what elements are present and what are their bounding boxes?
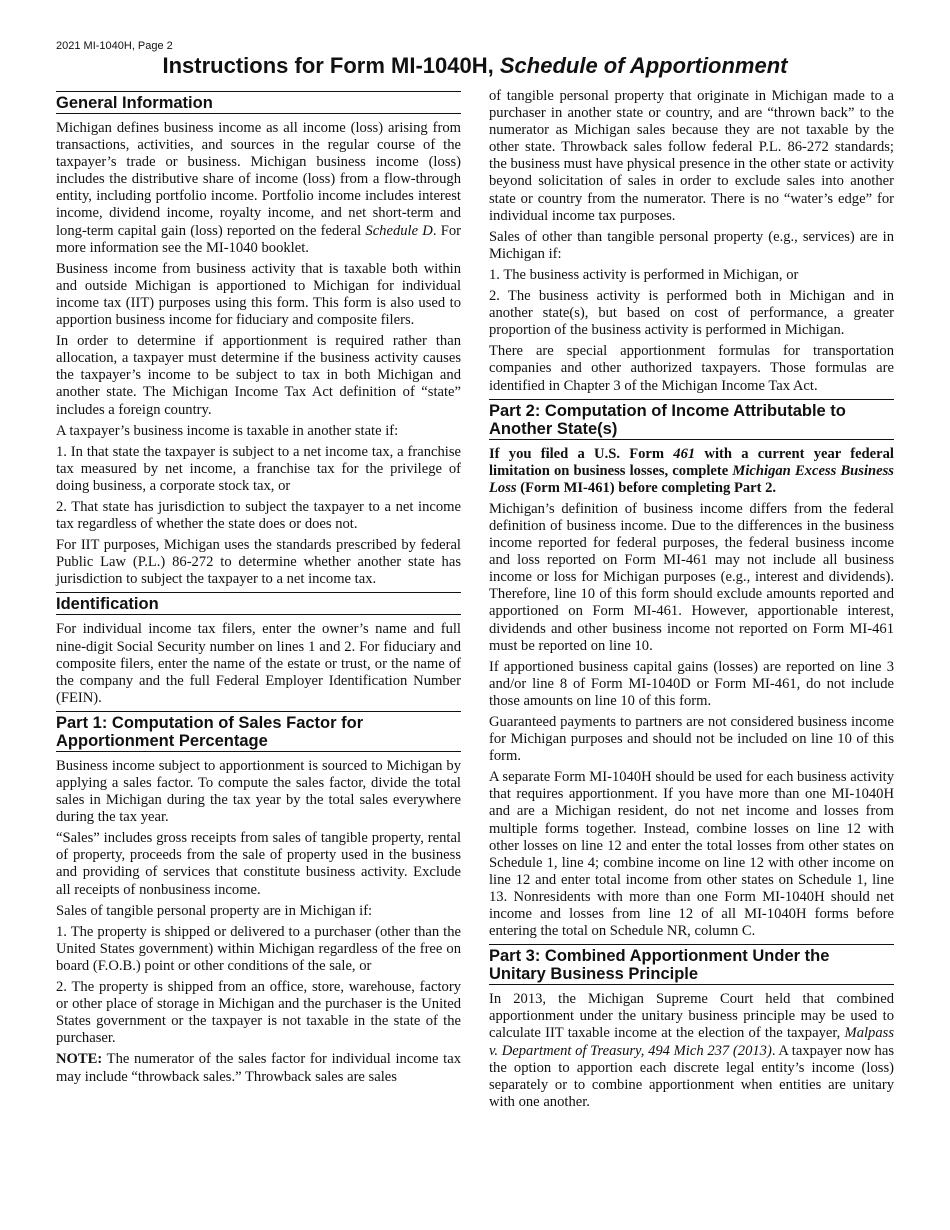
part2-heading-line1: Part 2: Computation of Income Attributable to [489,401,846,420]
right-paragraph-3: 1. The business activity is performed in Michigan, or [489,266,799,283]
general-paragraph-3: In order to determine if apportionment is required rather than allocation, a taxpayer must determine if the business activity causes the taxpayer’s income to be subject to tax in both Michigan and another state. The Michigan Income Tax Act definition of “state” includes a foreign country. [56,333,461,418]
title-main: Instructions for Form MI-1040H, [162,53,500,78]
note-paragraph [56,1051,461,1085]
note-label: NOTE: [56,1051,103,1068]
case-citation: Malpass v. Department of Treasury, 494 Mich 237 (2013) [489,1025,894,1059]
form-id: 2021 MI-1040H, Page 2 [56,40,173,52]
part1-paragraph-4: 1. The property is shipped or delivered to a purchaser (other than the United States government) within Michigan regardless of the free on board (F.O.B.) point or other conditions of the sale, or [56,923,461,974]
left-column [56,88,461,1090]
part1-heading-line1: Part 1: Computation of Sales Factor for [56,713,364,732]
right-paragraph-1: of tangible personal property that originate in Michigan made to a purchaser in another state or country, and are “thrown back” to the numerator as Michigan sales because they are not taxable by the other state. Throwback sales follow federal P.L. 86-272 standards; the business must have physical presence in the other state or activity beyond solicitation of sales in order to exclude sales into another state or country from the numerator. There is no “water’s edge” for individual income tax purposes. [489,88,894,224]
part2-heading-line2: Another State(s) [489,419,618,438]
part3-heading-line1: Part 3: Combined Apportionment Under the [489,947,830,966]
general-paragraph-4: A taxpayer’s business income is taxable in another state if: [56,422,399,439]
general-paragraph-2: Business income from business activity that is taxable both within and outside Michigan is apportioned to Michigan for individual income tax (IIT) purposes using this form. This form is also used to apportion business income for fiduciary and composite filers. [56,260,461,329]
part2-heading [489,399,894,440]
identification-heading: Identification [56,592,461,615]
general-paragraph-5: 1. In that state the taxpayer is subject to a net income tax, a franchise tax measured by net income, a franchise tax for the privilege of doing business, a corporate stock tax, or [56,443,461,494]
page-title [0,53,950,79]
g1-text-end: . For more information see the MI-1040 booklet. [56,222,461,256]
b1-text: If you filed a U.S. Form [489,445,674,462]
right-paragraph-4: 2. The business activity is performed both in Michigan and in another state(s), but based on cost of performance, a greater proportion of the business activity is performed in Michigan. [489,288,894,339]
b1-text-mid: with a current year federal limitation on business losses, complete [489,445,894,479]
r10-text-end: . A taxpayer now has the option to apportion each discrete legal entity’s income (loss) separately or to combine apportionment when entities are unitary with one another. [489,1042,894,1110]
r10-text: In 2013, the Michigan Supreme Court held that combined apportionment under the unitary business principle may be used to calculate IIT taxable income at the election of the taxpayer, [489,991,894,1042]
excess-business-loss-text: Michigan Excess Business Loss [489,462,894,496]
schedule-d-text: Schedule D [365,222,433,239]
b1-text-end: (Form MI-461) before completing Part 2. [516,479,777,496]
form-461-text: 461 [673,445,696,462]
part2-paragraph-2: If apportioned business capital gains (losses) are reported on line 3 and/or line 8 of Form MI-1040D or Form MI-461, do not include those amounts on line 10 of this form. [489,658,894,709]
part1-heading-line2: Apportionment Percentage [56,731,268,750]
part1-paragraph-3: Sales of tangible personal property are in Michigan if: [56,902,373,919]
right-paragraph-5: There are special apportionment formulas for transportation companies and other authorized taxpayers. Those formulas are identified in Chapter 3 of the Michigan Income Tax Act. [489,343,894,394]
right-column [489,88,894,1115]
part3-paragraph [489,991,894,1111]
part1-paragraph-5: 2. The property is shipped from an office, store, warehouse, factory or other place of storage in Michigan and the purchaser is the United States government or the taxpayer is not taxable in the state of the purchaser. [56,979,461,1047]
general-paragraph-7: For IIT purposes, Michigan uses the standards prescribed by federal Public Law (P.L.) 86-272 to determine whether another state has jurisdiction to subject the taxpayer to a net income tax. [56,537,461,588]
general-information-heading: General Information [56,91,461,114]
g1-text: Michigan defines business income as all income (loss) arising from transactions, activities, and sources in the regular course of the taxpayer’s trade or business. Michigan business income (loss) includes the distributive share of income (loss) from a flow-through entity, including portfolio income. Portfolio income includes interest income, dividend income, royalty income, and net short-term and long-term capital gain (loss) reported on the federal [56,120,461,239]
part1-paragraph-1: Business income subject to apportionment is sourced to Michigan by applying a sales factor. To compute the sales factor, divide the total sales in Michigan during the tax year by the total sales everywhere during the tax year. [56,757,461,826]
part3-heading [489,944,894,985]
right-paragraph-2: Sales of other than tangible personal property (e.g., services) are in Michigan if: [489,228,894,262]
note-text: The numerator of the sales factor for individual income tax may include “throwback sales.” Throwback sales are sales [56,1051,461,1085]
part2-bold-instruction [489,446,894,497]
part2-paragraph-3: Guaranteed payments to partners are not considered business income for Michigan purposes and should not be included on line 10 of this form. [489,714,894,765]
part1-heading [56,711,461,752]
part3-heading-line2: Unitary Business Principle [489,965,699,984]
part1-paragraph-2: “Sales” includes gross receipts from sales of tangible property, rental of property, proceeds from the sale of property used in the business and providing of services that constitute business activity. Exclude all receipts of nonbusiness income. [56,830,461,898]
part2-paragraph-1: Michigan’s definition of business income differs from the federal definition of business income. Due to the differences in the business income reported for federal purposes, the federal business income and loss reported on Form MI-461 may not include all business income or loss for Michigan purposes (e.g., interest and dividends). Therefore, line 10 of this form should exclude amounts reported and apportioned on Form MI-461. However, apportionable interest, dividends and other business income not reported on Form MI-461 must be reported on line 10. [489,500,894,654]
general-paragraph-1 [56,120,461,257]
identification-paragraph: For individual income tax filers, enter the owner’s name and full nine-digit Social Security number on lines 1 and 2. For fiduciary and composite filers, enter the name of the estate or trust, or the name of the company and the full Federal Employer Identification Number (FEIN). [56,621,461,706]
general-paragraph-6: 2. That state has jurisdiction to subject the taxpayer to a net income tax regardless of whether the state does or does not. [56,498,461,533]
part2-paragraph-4: A separate Form MI-1040H should be used for each business activity that requires apportionment. If you have more than one MI-1040H and are a Michigan resident, do not net income and losses from multiple forms together. Instead, combine losses on line 12 with other losses on line 12 and enter the total losses from other states on Schedule 1, line 4; combine income on line 12 with other income on line 12 and enter total income from other states on Schedule 1, line 13. Nonresidents with more than one Form MI-1040H should net income and losses from line 12 of all MI-1040H forms before entering the total on Schedule NR, column C. [489,769,894,940]
title-italic: Schedule of Apportionment [499,53,788,78]
